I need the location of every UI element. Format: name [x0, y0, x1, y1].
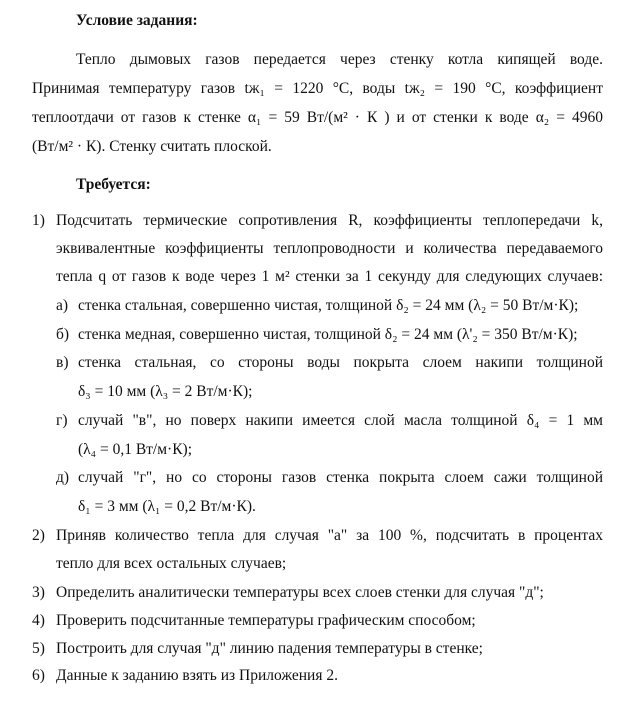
subitem-g-line-1: случай "в", но поверх накипи имеется слой масла толщиной δ₄ = 1 мм — [78, 412, 603, 429]
item-1-line-3: тепла q от газов к воде через 1 м² стенки за 1 секунду для следующих случаев: — [56, 268, 603, 285]
item-1-line-2: эквивалентные коэффициенты теплопроводности и количества передаваемого — [56, 240, 603, 257]
subitem-v-line-1: стенка стальная, со стороны воды покрыта слоем накипи толщиной — [78, 354, 603, 371]
condition-line-4: (Вт/м² · К). Стенку считать плоской. — [32, 138, 272, 155]
condition-line-3: теплоотдачи от газов к стенке α₁ = 59 Вт/(м² · К ) и от стенки к воде α₂ = 4960 — [32, 109, 603, 126]
condition-heading: Условие задания: — [76, 12, 198, 29]
condition-line-1: Тепло дымовых газов передается через стенку котла кипящей воде. — [76, 51, 603, 68]
item-3-number: 3) — [32, 584, 45, 601]
item-5-line-1: Построить для случая "д" линию падения температуры в стенке; — [56, 640, 483, 657]
subitem-v-line-2: δ₃ = 10 мм (λ₃ = 2 Вт/м·К); — [78, 383, 253, 400]
item-2-number: 2) — [32, 527, 45, 544]
subitem-d-label: д) — [56, 469, 70, 486]
subitem-a-line-1: стенка стальная, совершенно чистая, толщиной δ₂ = 24 мм (λ₂ = 50 Вт/м·К); — [78, 297, 579, 314]
item-1-line-1: Подсчитать термические сопротивления R, коэффициенты теплопередачи k, — [56, 212, 603, 229]
subitem-g-label: г) — [56, 412, 68, 429]
item-4-line-1: Проверить подсчитанные температуры графическим способом; — [56, 612, 476, 629]
item-4-number: 4) — [32, 612, 45, 629]
subitem-g-line-2: (λ₄ = 0,1 Вт/м·К); — [78, 441, 193, 458]
condition-line-2: Принимая температуру газов tж₁ = 1220 °C, воды tж₂ = 190 °C, коэффициент — [32, 80, 603, 97]
subitem-d-line-1: случай "г", но со стороны газов стенка покрыта слоем сажи толщиной — [78, 469, 603, 486]
subitem-v-label: в) — [56, 354, 69, 371]
subitem-d-line-2: δ₁ = 3 мм (λ₁ = 0,2 Вт/м·К). — [78, 498, 256, 515]
subitem-b-label: б) — [56, 326, 70, 343]
item-6-number: 6) — [32, 667, 45, 684]
item-1-number: 1) — [32, 212, 45, 229]
subitem-a-label: а) — [56, 297, 69, 314]
required-heading: Требуется: — [76, 176, 151, 193]
subitem-b-line-1: стенка медная, совершенно чистая, толщиной δ₂ = 24 мм (λ'₂ = 350 Вт/м·К); — [78, 326, 578, 343]
item-5-number: 5) — [32, 640, 45, 657]
item-2-line-1: Приняв количество тепла для случая "а" за 100 %, подсчитать в процентах — [56, 527, 603, 544]
item-2-line-2: тепло для всех остальных случаев; — [56, 555, 287, 572]
item-6-line-1: Данные к заданию взять из Приложения 2. — [56, 667, 338, 684]
item-3-line-1: Определить аналитически температуры всех слоев стенки для случая "д"; — [56, 584, 544, 601]
